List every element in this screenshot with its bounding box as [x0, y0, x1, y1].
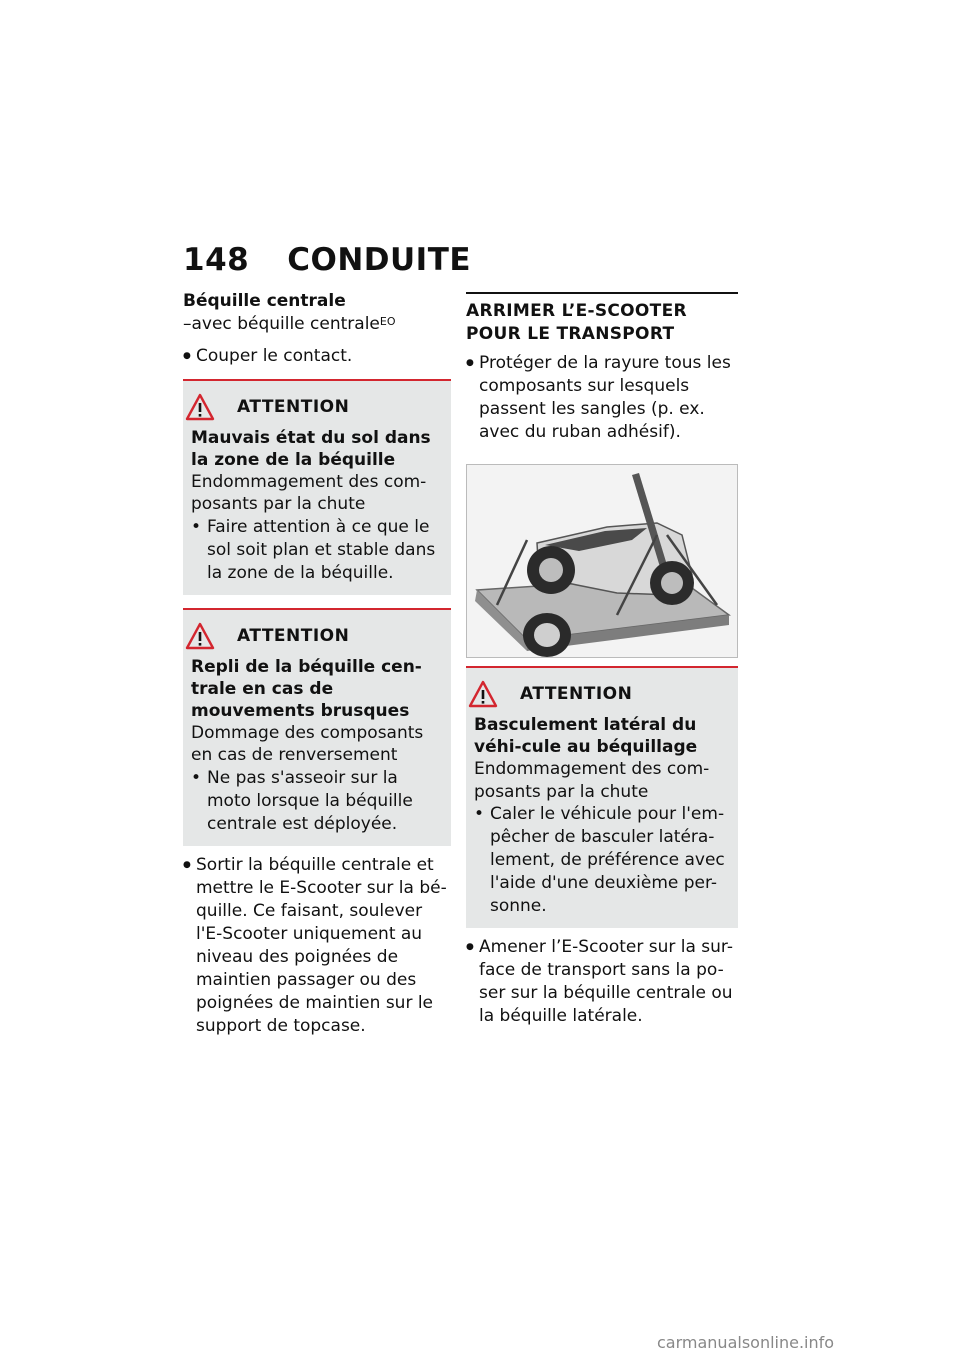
warning-header: [474, 680, 730, 708]
step-item: ● Couper le contact.: [183, 345, 451, 368]
warning-label: ATTENTION: [520, 684, 633, 704]
warning-header: [191, 622, 443, 650]
warning-header: [191, 393, 443, 421]
warning-heading: Mauvais état du sol dans la zone de la béquille: [191, 427, 431, 470]
warning-triangle-icon: [185, 393, 215, 421]
chapter-title: CONDUITE: [287, 242, 472, 278]
left-column: [183, 290, 451, 1038]
step-item: ● Amener l’E-Scooter sur la sur-face de transport sans la po-ser sur la béquille centrale ou la béquille latérale.: [466, 936, 738, 1028]
step-item: ● Protéger de la rayure tous les composants sur lesquels passent les sangles (p. ex. avec du ruban adhésif).: [466, 352, 738, 444]
warning-triangle-icon: [185, 622, 215, 650]
step-item: ● Sortir la béquille centrale et mettre le E-Scooter sur la bé-quille. Ce faisant, soulever l'E-Scooter uniquement au niveau des poignées de maintien passager ou des poignées de maintien sur le support de topcase.: [183, 854, 451, 1038]
warning-box: [466, 666, 738, 928]
warning-action: • Caler le véhicule pour l'em-pêcher de basculer latéra-lement, de préférence avec l'aide d'une deuxième per-sonne.: [474, 803, 730, 918]
warning-action: • Ne pas s'asseoir sur la moto lorsque la béquille centrale est déployée.: [191, 767, 443, 836]
section-title: ARRIMER L’E-SCOOTER POUR LE TRANSPORT: [466, 292, 738, 346]
section-title: Béquille centrale: [183, 291, 346, 311]
warning-label: ATTENTION: [237, 396, 350, 417]
warning-action: • Faire attention à ce que le sol soit plan et stable dans la zone de la béquille.: [191, 516, 443, 585]
section-subtitle: –avec béquille centrale$^{EO}$: [183, 314, 396, 334]
warning-box: [183, 379, 451, 595]
page-number: 148: [183, 242, 250, 278]
scooter-on-trailer-photo: [466, 464, 738, 658]
watermark: carmanualsonline.info: [657, 1333, 835, 1352]
warning-heading: Repli de la béquille cen-trale en cas de mouvements brusques: [191, 656, 422, 721]
right-column: [466, 292, 738, 1028]
page-header: [183, 242, 471, 278]
warning-label: ATTENTION: [237, 625, 350, 646]
warning-triangle-icon: [468, 680, 498, 708]
equipment-code: EO: [379, 315, 396, 328]
warning-consequence: Dommage des composants en cas de renversement: [191, 722, 424, 765]
warning-box: [183, 608, 451, 846]
scooter-illustration: [467, 465, 737, 657]
warning-heading: Basculement latéral du véhi-cule au béquillage: [474, 715, 698, 757]
warning-consequence: Endommagement des com-posants par la chute: [474, 759, 710, 802]
warning-consequence: Endommagement des com-posants par la chute: [191, 471, 427, 514]
